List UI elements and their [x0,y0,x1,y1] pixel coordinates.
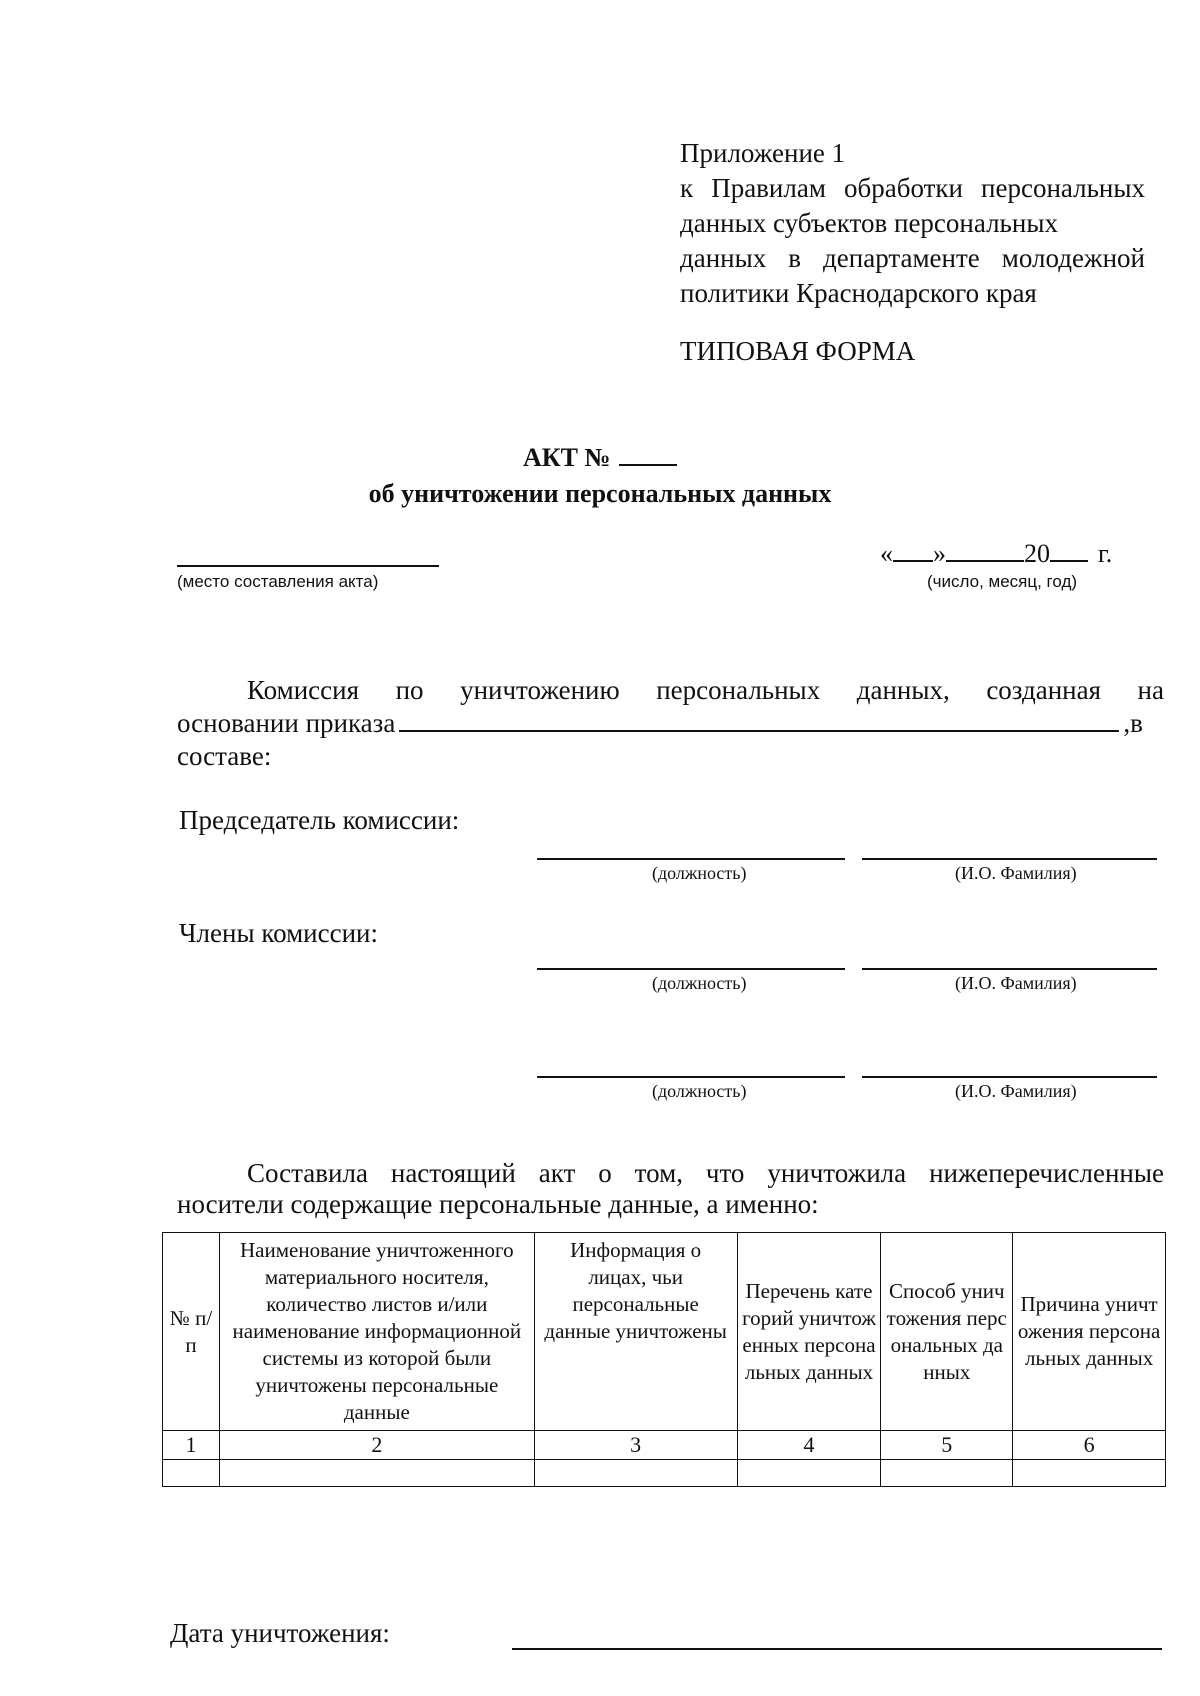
act-subtitle: об уничтожении персональных данных [368,479,832,508]
order-suffix: ,в [1123,708,1143,738]
column-number: 3 [534,1431,737,1460]
header-cell: Наименование уничтоженного материального носителя, количество листов и/или наименование информационной системы из которой были уничтожены персональные данные [219,1233,534,1431]
member-name-blank[interactable] [862,968,1157,970]
chairman-name-blank[interactable] [862,858,1157,860]
member-name-caption: (И.О. Фамилия) [955,973,1077,993]
chairman-label: Председатель комиссии: [179,805,460,835]
open-quote: « [880,539,893,568]
header-cell: Перечень категорий уничтоженных персональных данных [737,1233,881,1431]
table-cell[interactable] [881,1460,1013,1487]
members-label: Члены комиссии: [179,918,378,948]
chairman-name-caption: (И.О. Фамилия) [955,863,1077,883]
column-number: 6 [1013,1431,1166,1460]
member-name-caption: (И.О. Фамилия) [955,1081,1077,1101]
intro-line: Комиссия по уничтожению персональных данных, созданная на [247,675,1164,705]
close-quote: » [933,539,946,568]
year-blank[interactable] [1050,538,1088,562]
header-cell: Причина уничтожения персональных данных [1013,1233,1166,1431]
appendix-line: данных в департаменте молодежной [680,243,1145,273]
member-position-caption: (должность) [652,973,747,993]
destruction-date-label: Дата уничтожения: [170,1618,390,1648]
header-cell: № п/п [163,1233,220,1431]
column-number-row [163,1431,1166,1460]
order-blank[interactable] [399,708,1119,732]
intro-paragraph [177,674,1164,773]
column-number: 5 [881,1431,1013,1460]
table-cell[interactable] [737,1460,881,1487]
act-title-block [0,440,1200,512]
place-blank[interactable] [177,565,439,567]
statement-paragraph [177,1158,1164,1220]
member-name-blank[interactable] [862,1076,1157,1078]
year-suffix: г. [1098,539,1113,568]
act-number-blank[interactable] [619,440,677,466]
place-caption: (место составления акта) [177,572,379,591]
member-position-blank[interactable] [537,1076,845,1078]
column-number: 1 [163,1431,220,1460]
destroyed-media-table [162,1232,1166,1487]
member-position-blank[interactable] [537,968,845,970]
table-cell[interactable] [219,1460,534,1487]
chairman-position-caption: (должность) [652,863,747,883]
month-blank[interactable] [946,538,1024,562]
intro-line: составе: [177,741,272,771]
date-row [880,538,1112,569]
day-blank[interactable] [893,538,933,562]
chairman-position-blank[interactable] [537,858,845,860]
order-label: основании приказа [177,708,396,738]
member-position-caption: (должность) [652,1081,747,1101]
act-number-line [0,440,1200,476]
appendix-note [680,136,1145,311]
act-title: АКТ № [522,443,611,472]
intro-line [177,707,1164,740]
appendix-line: данных субъектов персональных [680,208,1058,238]
header-cell: Способ уничтожения персональных данных [881,1233,1013,1431]
statement-line: Составила настоящий акт о том, что уничтожила нижеперечисленные [247,1158,1164,1188]
appendix-line: к Правилам обработки персональных [680,173,1145,203]
table-cell[interactable] [1013,1460,1166,1487]
form-type-heading: ТИПОВАЯ ФОРМА [680,336,916,366]
column-number: 2 [219,1431,534,1460]
header-cell: Информация о лицах, чьи персональные данные уничтожены [534,1233,737,1431]
destruction-date-blank[interactable] [512,1648,1162,1650]
appendix-line: политики Краснодарского края [680,278,1037,308]
column-number: 4 [737,1431,881,1460]
table-row [163,1460,1166,1487]
statement-line: носители содержащие персональные данные, а именно: [177,1189,819,1219]
year-prefix: 20 [1024,539,1050,568]
table-header-row [163,1233,1166,1431]
table-cell[interactable] [163,1460,220,1487]
table-cell[interactable] [534,1460,737,1487]
appendix-line: Приложение 1 [680,138,846,168]
date-caption: (число, месяц, год) [927,572,1078,591]
